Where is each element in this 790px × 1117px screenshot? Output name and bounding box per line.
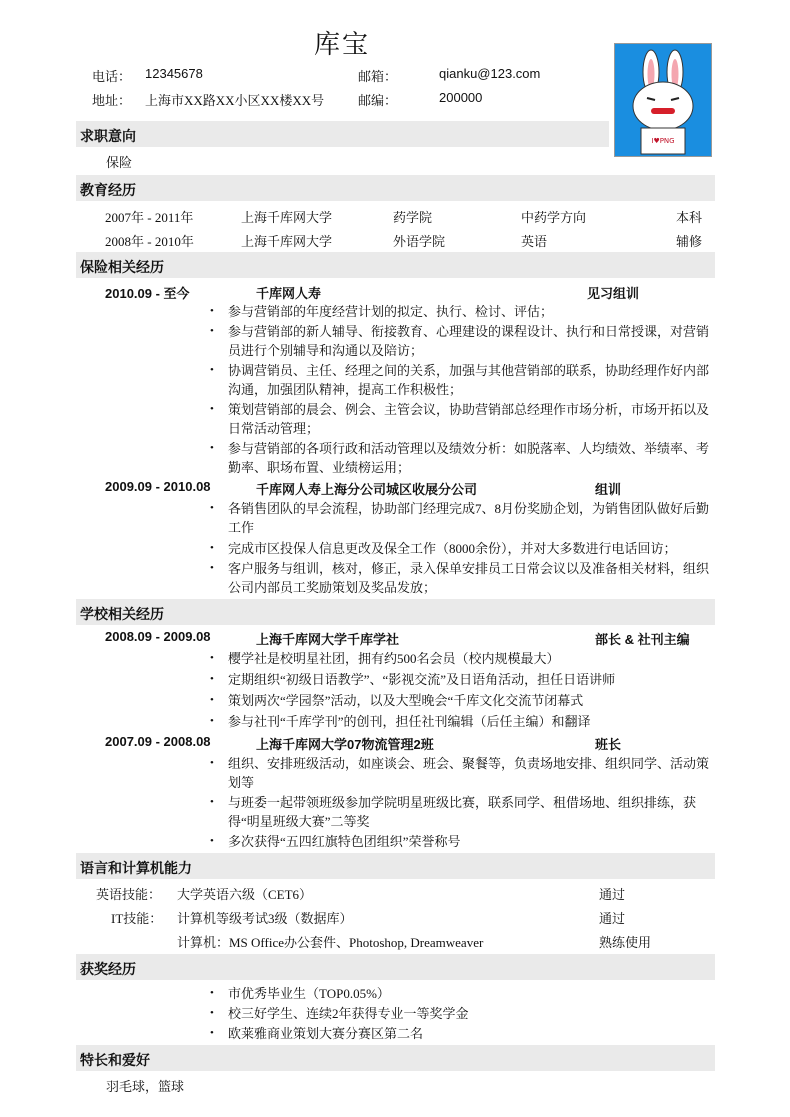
zip-value: 200000: [439, 90, 483, 105]
bullet-item: • 各销售团队的早会流程，协助部门经理完成7、8月份奖励企划，为销售团队做好后勤工作: [210, 499, 715, 537]
section-objective: 求职意向: [76, 121, 609, 147]
job-role: 班长: [595, 737, 622, 752]
award-text: 校三好学生、连续2年获得专业一等奖学金: [228, 1006, 469, 1021]
education-college: 外语学院: [393, 234, 446, 249]
skill-level: 熟练使用: [599, 935, 652, 950]
bullet-item: • 策划两次“学园祭”活动，以及大型晚会“千库文化交流节闭幕式: [210, 691, 715, 710]
award-text: 欧莱雅商业策划大赛分赛区第二名: [228, 1026, 424, 1041]
photo-badge-text: I♥PNG: [651, 137, 675, 145]
bullet-item: • 定期组织“初级日语教学”、“影视交流”及日语角活动，担任日语讲师: [210, 670, 715, 689]
bullet-item: • 樱学社是校明星社团，拥有约500名会员（校内规模最大）: [210, 649, 715, 668]
skill-level: 通过: [599, 887, 626, 902]
education-major: 中药学方向: [521, 210, 587, 225]
bullet-item: • 多次获得“五四红旗特色团组织”荣誉称号: [210, 832, 715, 851]
phone-value: 12345678: [145, 66, 203, 81]
bullet-item: • 与班委一起带领班级参加学院明星班级比赛，联系同学、租借场地、组织排练，获得“明星班级大赛”二等奖: [210, 793, 715, 831]
job-org: 上海千库网大学千库学社: [256, 632, 400, 647]
job-org: 千库网人寿上海分公司城区收展分公司: [256, 482, 478, 497]
award-item: • 市优秀毕业生（TOP0.05%）: [210, 984, 715, 1003]
education-period: 2007年 - 2011年: [105, 210, 194, 225]
education-degree: 本科: [676, 210, 703, 225]
skill-value: 计算机：MS Office办公套件、Photoshop, Dreamweaver: [177, 935, 484, 950]
bullet-text: 定期组织“初级日语教学”、“影视交流”及日语角活动，担任日语讲师: [228, 672, 616, 687]
email-value: qianku@123.com: [439, 66, 541, 81]
bullet-item: • 策划营销部的晨会、例会、主管会议，协助营销部总经理作市场分析，市场开拓以及日常活动管理；: [210, 400, 715, 438]
section-insurance: 保险相关经历: [76, 252, 715, 278]
phone-label: 电话：: [92, 69, 132, 84]
bullet-text: 多次获得“五四红旗特色团组织”荣誉称号: [228, 834, 461, 849]
job-period: 2008.09 - 2009.08: [105, 629, 211, 644]
bullet-text: 参与营销部的各项行政和活动管理以及绩效分析：如脱落率、人均绩效、举绩率、考勤率、职场布置、业绩榜运用；: [228, 441, 710, 475]
bullet-item: • 完成市区投保人信息更改及保全工作（8000余份），并对大多数进行电话回访；: [210, 539, 715, 558]
award-text: 市优秀毕业生（TOP0.05%）: [228, 986, 390, 1001]
bullet-text: 与班委一起带领班级参加学院明星班级比赛，联系同学、租借场地、组织排练，获得“明星班级大赛”二等奖: [228, 795, 697, 829]
job-role: 组训: [595, 482, 622, 497]
education-major: 英语: [521, 234, 548, 249]
education-degree: 辅修: [676, 234, 703, 249]
hobbies-text: 羽毛球，篮球: [106, 1079, 185, 1094]
education-college: 药学院: [393, 210, 433, 225]
section-education: 教育经历: [76, 175, 715, 201]
bullet-text: 参与社刊“千库学刊”的创刊，担任社刊编辑（后任主编）和翻译: [228, 714, 591, 729]
bullet-text: 参与营销部的新人辅导、衔接教育、心理建设的课程设计、执行和日常授课，对营销员进行个别辅导和沟通以及陪访；: [228, 324, 710, 358]
section-hobbies: 特长和爱好: [76, 1045, 715, 1071]
education-school: 上海千库网大学: [241, 210, 333, 225]
section-school: 学校相关经历: [76, 599, 715, 625]
award-item: • 欧莱雅商业策划大赛分赛区第二名: [210, 1024, 715, 1043]
bullet-item: • 参与营销部的年度经营计划的拟定、执行、检讨、评估；: [210, 302, 715, 321]
objective-text: 保险: [106, 155, 133, 170]
bullet-text: 各销售团队的早会流程，协助部门经理完成7、8月份奖励企划，为销售团队做好后勤工作: [228, 501, 710, 535]
bullet-item: • 组织、安排班级活动，如座谈会、班会、聚餐等，负责场地安排、组织同学、活动策划等: [210, 754, 715, 792]
bullet-item: • 客户服务与组训，核对，修正，录入保单安排员工日常会议以及准备相关材料，组织公司内部员工奖励策划及奖品发放；: [210, 559, 715, 597]
section-skills: 语言和计算机能力: [76, 853, 715, 879]
bullet-text: 樱学社是校明星社团，拥有约500名会员（校内规模最大）: [228, 651, 560, 666]
bullet-text: 组织、安排班级活动，如座谈会、班会、聚餐等，负责场地安排、组织同学、活动策划等: [228, 756, 710, 790]
skill-value: 计算机等级考试3级（数据库）: [177, 911, 353, 926]
bullet-text: 策划两次“学园祭”活动，以及大型晚会“千库文化交流节闭幕式: [228, 693, 584, 708]
bullet-text: 协调营销员、主任、经理之间的关系，加强与其他营销部的联系，协助经理作好内部沟通，加强团队精神，提高工作积极性；: [228, 363, 710, 397]
skill-label: IT技能：: [111, 911, 163, 926]
award-item: • 校三好学生、连续2年获得专业一等奖学金: [210, 1004, 715, 1023]
job-org: 千库网人寿: [256, 286, 322, 301]
bullet-item: • 协调营销员、主任、经理之间的关系，加强与其他营销部的联系，协助经理作好内部沟通，加强团队精神，提高工作积极性；: [210, 361, 715, 399]
bullet-item: • 参与营销部的新人辅导、衔接教育、心理建设的课程设计、执行和日常授课，对营销员进行个别辅导和沟通以及陪访；: [210, 322, 715, 360]
rabbit-mascot-icon: [615, 44, 712, 157]
skill-label: 英语技能：: [96, 887, 162, 902]
bullet-item: • 参与社刊“千库学刊”的创刊，担任社刊编辑（后任主编）和翻译: [210, 712, 715, 731]
section-awards: 获奖经历: [76, 954, 715, 980]
job-org: 上海千库网大学07物流管理2班: [256, 737, 434, 752]
zip-label: 邮编：: [358, 93, 398, 108]
bullet-text: 参与营销部的年度经营计划的拟定、执行、检讨、评估；: [228, 304, 554, 319]
bullet-item: • 参与营销部的各项行政和活动管理以及绩效分析：如脱落率、人均绩效、举绩率、考勤率、职场布置、业绩榜运用；: [210, 439, 715, 477]
address-value: 上海市XX路XX小区XX楼XX号: [145, 93, 325, 108]
address-label: 地址：: [92, 93, 132, 108]
job-role: 部长 & 社刊主编: [595, 632, 690, 647]
bullet-text: 完成市区投保人信息更改及保全工作（8000余份），并对大多数进行电话回访；: [228, 541, 677, 556]
bullet-text: 客户服务与组训，核对，修正，录入保单安排员工日常会议以及准备相关材料，组织公司内部员工奖励策划及奖品发放；: [228, 561, 710, 595]
job-period: 2009.09 - 2010.08: [105, 479, 211, 494]
email-label: 邮箱：: [358, 69, 398, 84]
skill-level: 通过: [599, 911, 626, 926]
bullet-text: 策划营销部的晨会、例会、主管会议，协助营销部总经理作市场分析，市场开拓以及日常活动管理；: [228, 402, 710, 436]
education-period: 2008年 - 2010年: [105, 234, 194, 249]
applicant-name: 库宝: [314, 30, 371, 60]
education-school: 上海千库网大学: [241, 234, 333, 249]
job-period: 2007.09 - 2008.08: [105, 734, 211, 749]
profile-photo: [614, 43, 712, 157]
job-period: 2010.09 - 至今: [105, 286, 190, 301]
skill-value: 大学英语六级（CET6）: [177, 887, 313, 902]
job-role: 见习组训: [587, 286, 640, 301]
